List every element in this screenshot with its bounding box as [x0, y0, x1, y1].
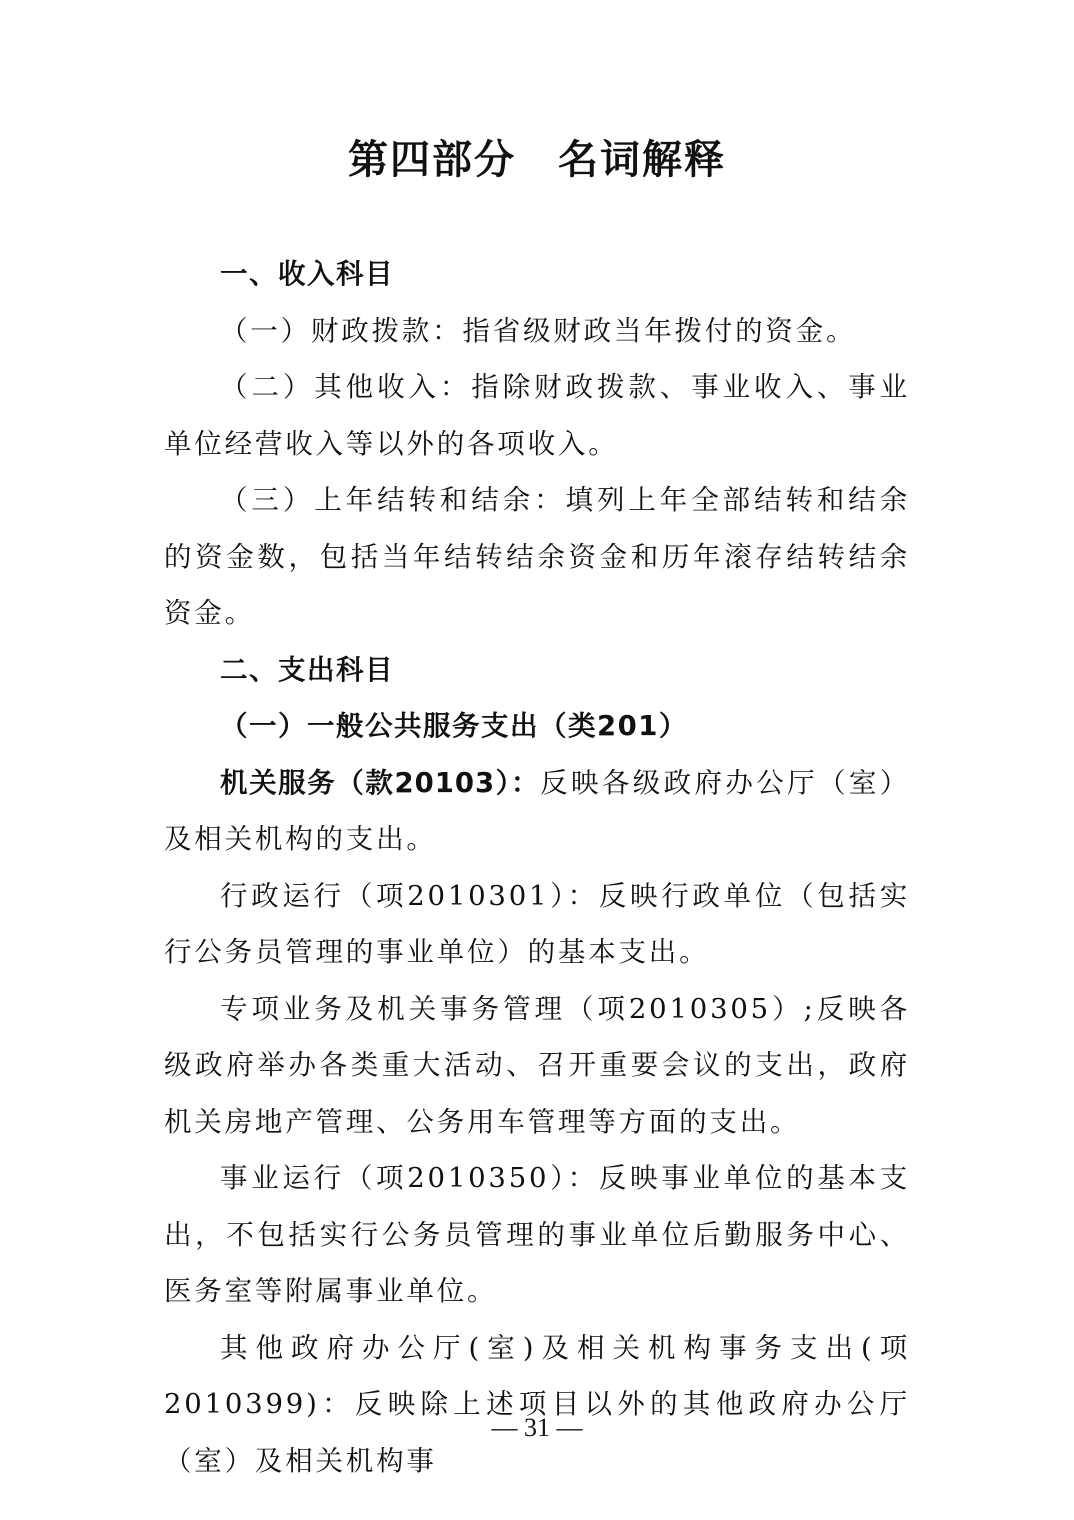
document-body [164, 246, 910, 1489]
paragraph-agency-services [164, 755, 910, 868]
item-lead-agency-services: 机关服务（款20103）： [220, 766, 541, 799]
page-title: 第四部分 名词解释 [348, 136, 726, 183]
paragraph-fiscal-allocation: （一）财政拨款：指省级财政当年拨付的资金。 [220, 314, 857, 347]
paragraph-institution-operation: 事业运行（项2010350）：反映事业单位的基本支出，不包括实行公务员管理的事业单位后勤服务中心、医务室等附属事业单位。 [164, 1162, 910, 1307]
paragraph-administrative-operation: 行政运行（项2010301）：反映行政单位（包括实行公务员管理的事业单位）的基本支出。 [164, 879, 910, 968]
item-text-agency-services: 反映各级政府办公厅（室）及相关机构的支出。 [164, 766, 911, 855]
paragraph-other-office-affairs: 其他政府办公厅(室)及相关机构事务支出(项2010399)：反映除上述项目以外的其他政府办公厅（室）及相关机构事 [164, 1331, 910, 1477]
subheading-general-public-services: （一）一般公共服务支出（类201） [220, 710, 688, 742]
paragraph-special-affairs: 专项业务及机关事务管理（项2010305）;反映各级政府举办各类重大活动、召开重要会议的支出，政府机关房地产管理、公务用车管理等方面的支出。 [164, 992, 910, 1138]
paragraph-other-income: （二）其他收入：指除财政拨款、事业收入、事业单位经营收入等以外的各项收入。 [164, 371, 910, 460]
page-number: — 31 — [491, 1413, 583, 1442]
paragraph-carryover: （三）上年结转和结余：填列上年全部结转和结余的资金数，包括当年结转结余资金和历年滚存结转结余资金。 [164, 484, 910, 629]
section-heading-income: 一、收入科目 [220, 258, 394, 290]
section-heading-expenditure: 二、支出科目 [220, 653, 394, 686]
